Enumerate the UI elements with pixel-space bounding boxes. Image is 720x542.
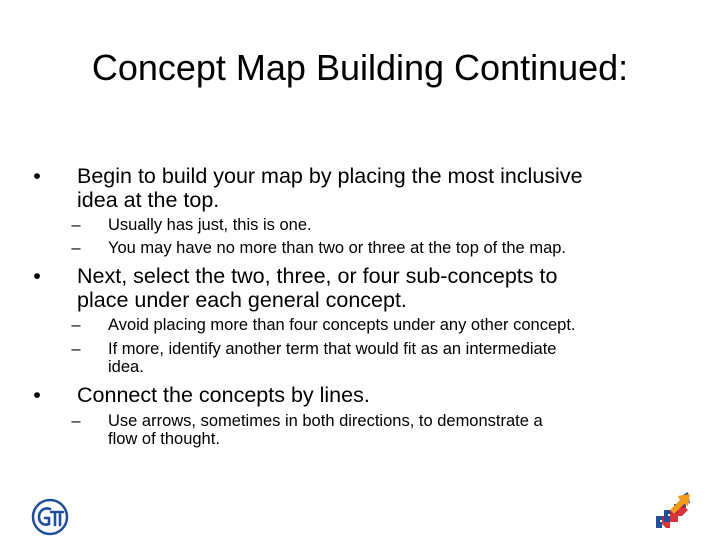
sub-bullet-text-line: flow of thought. (108, 430, 220, 448)
sub-bullet-item (71, 216, 698, 234)
sub-bullet-item (71, 239, 698, 257)
bullet-text-line: Begin to build your map by placing the most inclusive (77, 164, 583, 188)
sub-bullet-marker: – (71, 216, 81, 234)
sub-bullet-text-line: Use arrows, sometimes in both directions, to demonstrate a (108, 412, 543, 430)
sub-bullet-marker: – (71, 412, 81, 430)
sub-bullet-marker: – (71, 239, 81, 257)
sub-bullet-text-line: If more, identify another term that would fit as an intermediate (108, 340, 557, 358)
bullet-text-line: Connect the concepts by lines. (77, 383, 370, 407)
sub-bullet-text-line: idea. (108, 358, 144, 376)
gt-monogram-icon (30, 497, 70, 537)
arrows-logo-icon (652, 490, 694, 532)
bullet-text-line: idea at the top. (77, 188, 220, 212)
bullet-text-line: Next, select the two, three, or four sub-concepts to (77, 264, 558, 288)
bullet-item (33, 164, 687, 212)
slide-title: Concept Map Building Continued: (91, 47, 629, 88)
sub-bullet-marker: – (71, 340, 81, 358)
sub-bullet-item (71, 340, 698, 376)
bullet-marker: • (33, 164, 41, 188)
bullet-marker: • (33, 264, 41, 288)
bullet-item (33, 383, 687, 407)
bullet-item (33, 264, 687, 312)
sub-bullet-item (71, 316, 698, 334)
sub-bullet-text-line: Avoid placing more than four concepts under any other concept. (108, 316, 576, 334)
bullet-text-line: place under each general concept. (77, 288, 407, 312)
sub-bullet-text-line: Usually has just, this is one. (108, 216, 312, 234)
sub-bullet-text-line: You may have no more than two or three at the top of the map. (108, 239, 567, 257)
sub-bullet-marker: – (71, 316, 81, 334)
sub-bullet-item (71, 412, 698, 448)
bullet-marker: • (33, 383, 41, 407)
